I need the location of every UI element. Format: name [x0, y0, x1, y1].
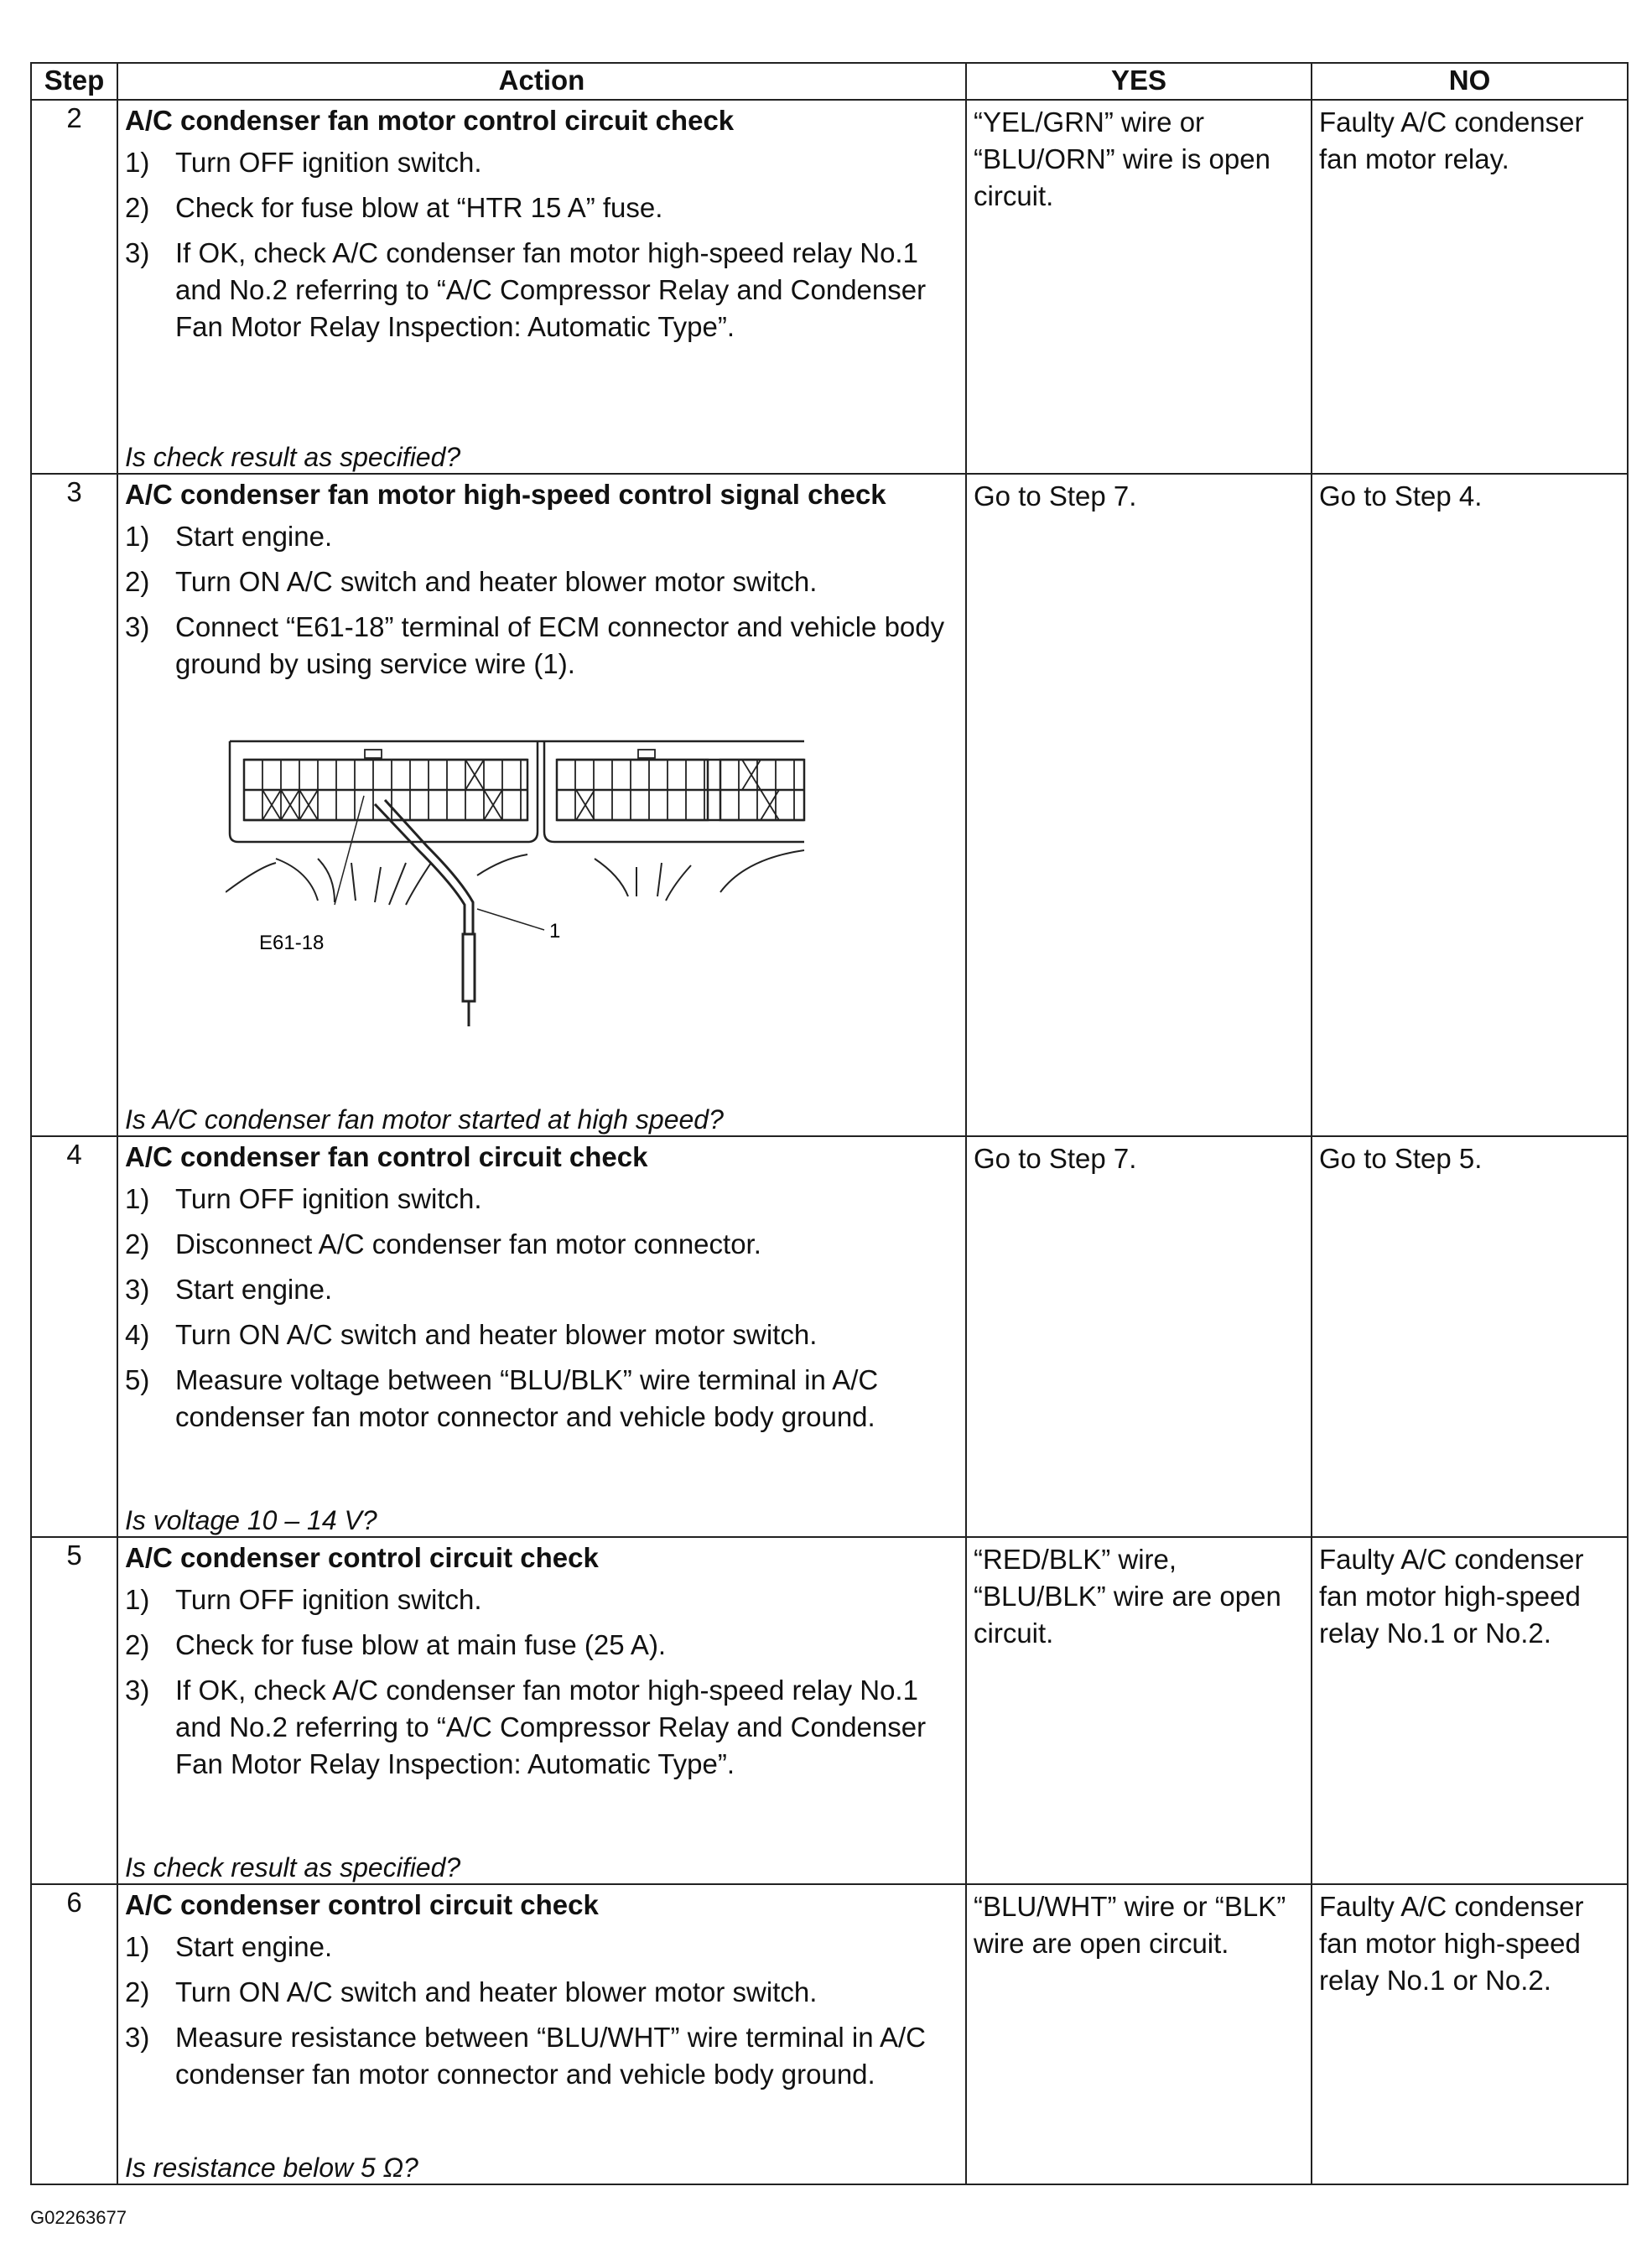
action-steps	[125, 1581, 958, 1783]
no-result: Go to Step 4.	[1312, 474, 1628, 1136]
service-wire	[375, 800, 475, 1026]
header-no: NO	[1312, 63, 1628, 100]
action-steps	[125, 518, 958, 683]
procedure-page	[30, 62, 1627, 2185]
yes-result: Go to Step 7.	[966, 474, 1312, 1136]
action-steps	[125, 1929, 958, 2093]
action-title: A/C condenser fan control circuit check	[125, 1141, 648, 1172]
action-cell	[117, 1136, 966, 1537]
list-item: 2) Turn ON A/C switch and heater blower motor switch.	[125, 1976, 818, 2007]
yes-result: Go to Step 7.	[966, 1136, 1312, 1537]
ecm-connector-diagram	[226, 724, 813, 1026]
step-number: 3	[31, 474, 117, 1136]
check-question: Is A/C condenser fan motor started at high speed?	[125, 1104, 724, 1135]
figure-code: G02263677	[30, 2207, 127, 2228]
diagnostic-table	[30, 62, 1629, 2185]
header-yes: YES	[966, 63, 1312, 100]
table-row-step-2	[31, 100, 1628, 474]
wire-harness	[226, 850, 804, 905]
yes-result: “YEL/GRN” wire or “BLU/ORN” wire is open circuit.	[966, 100, 1312, 474]
action-title: A/C condenser control circuit check	[125, 1542, 599, 1573]
table-row-step-4	[31, 1136, 1628, 1537]
table-row-step-3	[31, 474, 1628, 1136]
list-item: 2) Check for fuse blow at “HTR 15 A” fuse.	[125, 192, 663, 223]
leader-lines	[335, 796, 544, 930]
connector-latch	[365, 750, 382, 758]
action-cell	[117, 474, 966, 1136]
list-item: 1) Turn OFF ignition switch.	[125, 147, 482, 178]
no-result: Go to Step 5.	[1312, 1136, 1628, 1537]
check-question: Is check result as specified?	[125, 1852, 461, 1882]
header-action: Action	[117, 63, 966, 100]
list-item: 2) Check for fuse blow at main fuse (25 A).	[125, 1629, 667, 1660]
action-title: A/C condenser control circuit check	[125, 1889, 599, 1920]
list-item: 3) Connect “E61-18” terminal of ECM connector and vehicle body ground by using service wire (1).	[125, 611, 945, 679]
list-item: 1) Turn OFF ignition switch.	[125, 1183, 482, 1214]
list-item: 3) Measure resistance between “BLU/WHT” wire terminal in A/C condenser fan motor connector and vehicle body ground.	[125, 2022, 926, 2090]
step-number: 2	[31, 100, 117, 474]
check-question: Is voltage 10 – 14 V?	[125, 1505, 377, 1535]
action-title: A/C condenser fan motor high-speed control signal check	[125, 479, 886, 510]
yes-result: “BLU/WHT” wire or “BLK” wire are open circuit.	[966, 1884, 1312, 2184]
check-question: Is resistance below 5 Ω?	[125, 2153, 418, 2183]
list-item: 1) Start engine.	[125, 521, 333, 552]
yes-result: “RED/BLK” wire, “BLU/BLK” wire are open circuit.	[966, 1537, 1312, 1884]
check-question: Is check result as specified?	[125, 442, 461, 472]
label-service-wire: 1	[549, 920, 561, 943]
list-item: 1) Turn OFF ignition switch.	[125, 1584, 482, 1615]
action-steps	[125, 144, 958, 345]
step-number: 6	[31, 1884, 117, 2184]
table-row-step-6	[31, 1884, 1628, 2184]
step-number: 4	[31, 1136, 117, 1537]
list-item: 3) If OK, check A/C condenser fan motor high-speed relay No.1 and No.2 referring to “A/C Compressor Relay and Condenser Fan Motor Relay Inspection: Automatic Type”.	[125, 237, 927, 342]
no-result: Faulty A/C condenser fan motor high-speed relay No.1 or No.2.	[1312, 1537, 1628, 1884]
list-item: 2) Disconnect A/C condenser fan motor connector.	[125, 1228, 761, 1259]
no-result: Faulty A/C condenser fan motor high-speed relay No.1 or No.2.	[1312, 1884, 1628, 2184]
list-item: 2) Turn ON A/C switch and heater blower motor switch.	[125, 566, 818, 597]
action-cell	[117, 1884, 966, 2184]
list-item: 4) Turn ON A/C switch and heater blower motor switch.	[125, 1319, 818, 1350]
table-header-row	[31, 63, 1628, 100]
action-cell	[117, 1537, 966, 1884]
table-row-step-5	[31, 1537, 1628, 1884]
no-result: Faulty A/C condenser fan motor relay.	[1312, 100, 1628, 474]
action-cell	[117, 100, 966, 474]
connector-latch	[638, 750, 655, 758]
list-item: 5) Measure voltage between “BLU/BLK” wire terminal in A/C condenser fan motor connector and vehicle body ground.	[125, 1364, 879, 1432]
list-item: 3) Start engine.	[125, 1274, 333, 1305]
action-steps	[125, 1181, 958, 1436]
list-item: 1) Start engine.	[125, 1931, 333, 1962]
action-title: A/C condenser fan motor control circuit check	[125, 105, 735, 136]
step-number: 5	[31, 1537, 117, 1884]
list-item: 3) If OK, check A/C condenser fan motor high-speed relay No.1 and No.2 referring to “A/C Compressor Relay and Condenser Fan Motor Relay Inspection: Automatic Type”.	[125, 1675, 927, 1779]
header-step: Step	[31, 63, 117, 100]
label-e61-18: E61-18	[259, 932, 325, 954]
